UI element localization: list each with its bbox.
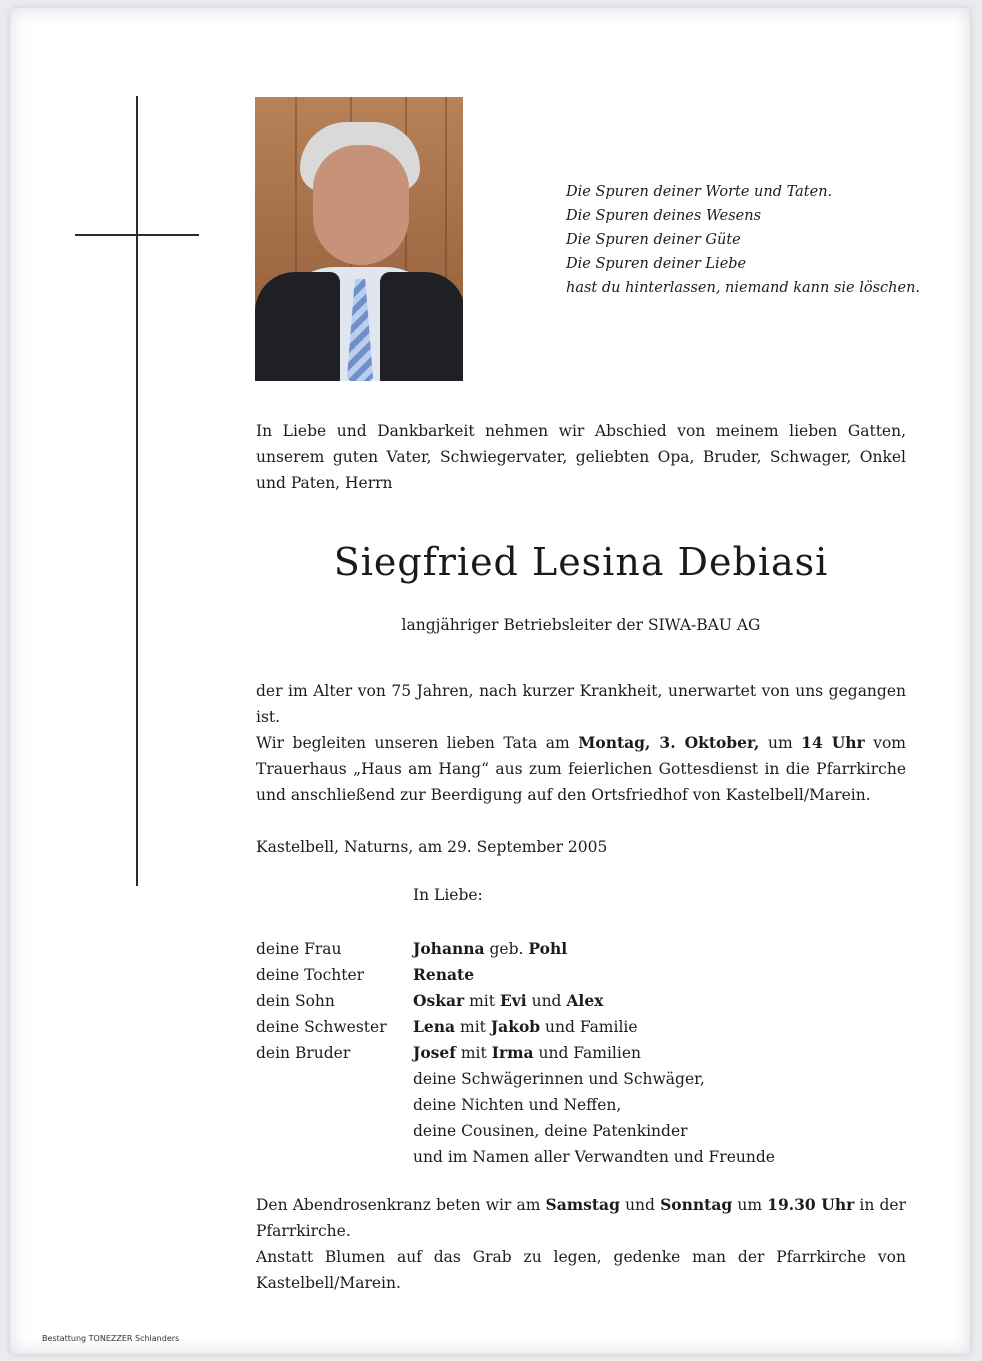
family-names: Lena mit Jakob und Familie xyxy=(413,1017,638,1036)
funeral-time: 14 Uhr xyxy=(801,733,865,752)
funeral-details xyxy=(256,678,906,808)
intro-text: In Liebe und Dankbarkeit nehmen wir Abschied von meinem lieben Gatten, unserem guten Vater, Schwiegervater, geliebten Opa, Bruder, Schwager, Onkel und Paten, Herrn xyxy=(256,422,906,492)
extended-family xyxy=(413,1066,775,1170)
family-row xyxy=(256,936,906,962)
funeral-info: Wir begleiten unseren lieben Tata am Montag, 3. Oktober, um 14 Uhr vom Trauerhaus „Haus am Hang“ aus zum feierlichen Gottesdienst in die Pfarrkirche und anschließend zur Beerdigung auf den Ortsfriedhof von Kastelbell/Marein. xyxy=(256,733,906,804)
family-names: Johanna geb. Pohl xyxy=(413,939,568,958)
family-list xyxy=(256,936,906,1066)
extended-family-line: und im Namen aller Verwandten und Freunde xyxy=(413,1148,775,1166)
in-liebe-heading: In Liebe: xyxy=(413,886,483,904)
place-date: Kastelbell, Naturns, am 29. September 2005 xyxy=(256,838,608,856)
family-row xyxy=(256,1040,906,1066)
deceased-name: Siegfried Lesina Debiasi xyxy=(333,540,829,584)
death-notice: der im Alter von 75 Jahren, nach kurzer Krankheit, unerwartet von uns gegangen ist. xyxy=(256,682,906,726)
occupation: langjähriger Betriebsleiter der SIWA-BAU AG xyxy=(401,616,761,634)
poem-line: hast du hinterlassen, niemand kann sie löschen. xyxy=(566,280,921,296)
poem-line: Die Spuren deiner Liebe xyxy=(566,256,747,272)
family-row xyxy=(256,988,906,1014)
portrait-photo xyxy=(255,97,463,381)
relation-label: deine Tochter xyxy=(256,966,365,984)
flowers-note: Anstatt Blumen auf das Grab zu legen, gedenke man der Pfarrkirche von Kastelbell/Marein. xyxy=(256,1248,906,1292)
rosary-info: Den Abendrosenkranz beten wir am Samstag und Sonntag um 19.30 Uhr in der Pfarrkirche. xyxy=(256,1195,906,1240)
closing-notes xyxy=(256,1192,906,1296)
undertaker-credit: Bestattung TONEZZER Schlanders xyxy=(42,1334,180,1343)
relation-label: dein Sohn xyxy=(256,992,335,1010)
extended-family-line: deine Schwägerinnen und Schwäger, xyxy=(413,1070,705,1088)
family-row xyxy=(256,962,906,988)
family-row xyxy=(256,1014,906,1040)
extended-family-line: deine Cousinen, deine Patenkinder xyxy=(413,1122,688,1140)
funeral-day: Montag, 3. Oktober, xyxy=(578,733,760,752)
family-names: Renate xyxy=(413,965,475,984)
relation-label: deine Schwester xyxy=(256,1018,387,1036)
cross-vertical-bar xyxy=(136,96,138,886)
family-names: Josef mit Irma und Familien xyxy=(413,1043,641,1062)
memorial-poem xyxy=(566,180,926,300)
poem-line: Die Spuren deines Wesens xyxy=(566,208,762,224)
cross-horizontal-bar xyxy=(75,234,199,236)
relation-label: dein Bruder xyxy=(256,1044,351,1062)
family-names: Oskar mit Evi und Alex xyxy=(413,991,604,1010)
extended-family-line: deine Nichten und Neffen, xyxy=(413,1096,622,1114)
relation-label: deine Frau xyxy=(256,940,342,958)
poem-line: Die Spuren deiner Worte und Taten. xyxy=(566,184,833,200)
poem-line: Die Spuren deiner Güte xyxy=(566,232,741,248)
